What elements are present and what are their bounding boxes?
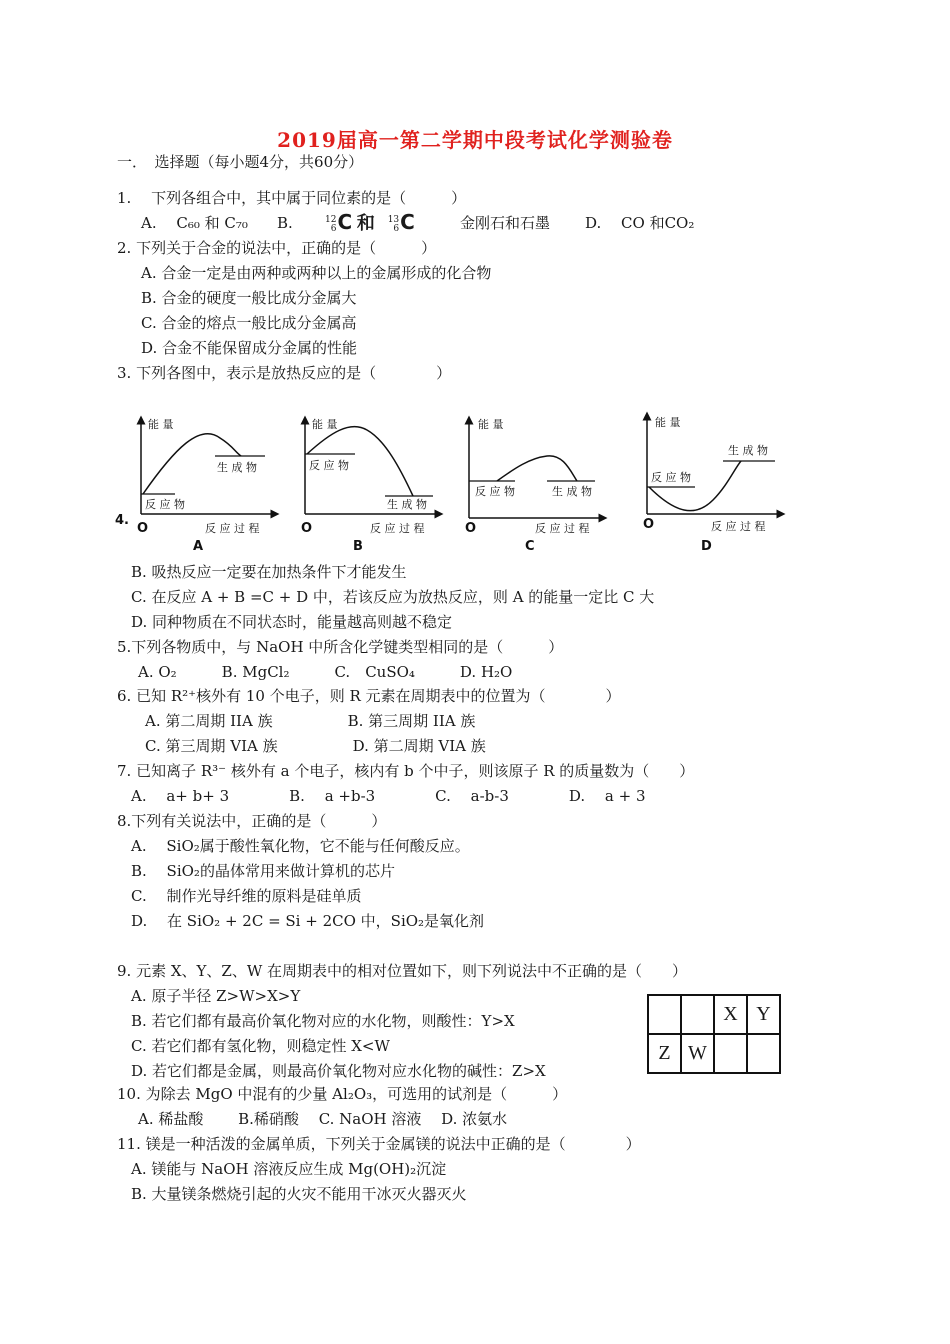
graph-b-energy-label: 能 量 xyxy=(312,418,338,431)
q2-stem: 2. 下列关于合金的说法中，正确的是（ ） xyxy=(117,239,437,257)
page-title: 2019届高一第二学期中段考试化学测验卷 xyxy=(277,128,673,152)
graph-a-energy-label: 能 量 xyxy=(148,418,174,431)
q6-stem: 6. 已知 R²⁺核外有 10 个电子，则 R 元素在周期表中的位置为（ ） xyxy=(117,687,621,705)
table-cell xyxy=(747,1034,780,1073)
table-row xyxy=(648,1034,780,1073)
q10-options: A. 稀盐酸 B.稀硝酸 C. NaOH 溶液 D. 浓氨水 xyxy=(138,1110,508,1128)
q9-option-d: D. 若它们都是金属，则最高价氧化物对应水化物的碱性：Z>X xyxy=(131,1062,546,1080)
q11-option-b: B. 大量镁条燃烧引起的火灾不能用干冰灭火器灭火 xyxy=(131,1185,467,1203)
q10-stem: 10. 为除去 MgO 中混有的少量 Al₂O₃，可选用的试剂是（ ） xyxy=(117,1085,568,1103)
q4-option-d: D. 同种物质在不同状态时，能量越高则越不稳定 xyxy=(131,613,453,631)
q1-option-b-label: B. xyxy=(277,214,293,232)
q6-options-ab: A. 第二周期 IIA 族 B. 第三周期 IIA 族 xyxy=(145,712,476,730)
graph-b-caption: B xyxy=(353,539,363,554)
graph-b-reactant: 反 应 物 xyxy=(309,459,349,472)
q11-stem: 11. 镁是一种活泼的金属单质，下列关于金属镁的说法中正确的是（ ） xyxy=(117,1135,641,1153)
graph-d xyxy=(643,415,781,554)
q8-option-d: D. 在 SiO₂ + 2C = Si + 2CO 中，SiO₂是氧化剂 xyxy=(131,912,485,930)
table-cell: Y xyxy=(747,995,780,1034)
q9-option-b: B. 若它们都有最高价氧化物对应的水化物，则酸性：Y>X xyxy=(131,1012,515,1030)
table-row xyxy=(648,995,780,1034)
q2-option-b: B. 合金的硬度一般比成分金属大 xyxy=(141,289,357,307)
q5-options: A. O₂ B. MgCl₂ C. CuSO₄ D. H₂O xyxy=(138,663,513,681)
q4-option-b: B. 吸热反应一定要在加热条件下才能发生 xyxy=(131,563,407,581)
q7-options: A. a+ b+ 3 B. a +b-3 C. a-b-3 D. a + 3 xyxy=(131,787,646,805)
q8-option-b: B. SiO₂的晶体常用来做计算机的芯片 xyxy=(131,862,395,880)
graph-c-reactant: 反 应 物 xyxy=(475,485,515,498)
q2-option-d: D. 合金不能保留成分金属的性能 xyxy=(141,339,358,357)
q1-option-d: D. CO 和CO₂ xyxy=(585,214,695,232)
table-cell xyxy=(648,995,681,1034)
graph-b-process: 反 应 过 程 xyxy=(370,522,425,535)
table-cell xyxy=(714,1034,747,1073)
isotope-and: 和 xyxy=(356,213,375,234)
q9-option-c: C. 若它们都有氢化物，则稳定性 X<W xyxy=(131,1037,390,1055)
graph-d-origin: O xyxy=(643,517,655,532)
graph-b-product: 生 成 物 xyxy=(387,498,427,511)
q8-option-c: C. 制作光导纤维的原料是硅单质 xyxy=(131,887,362,905)
isotope-2-symbol: C xyxy=(400,210,415,234)
q1-option-a: A. C₆₀ 和 C₇₀ xyxy=(141,214,248,232)
q1-option-c: 金刚石和石墨 xyxy=(460,214,551,232)
graph-c-process: 反 应 过 程 xyxy=(535,522,590,535)
section-heading: 一． 选择题（每小题4分，共60分） xyxy=(117,153,364,171)
graph-a-product: 生 成 物 xyxy=(217,461,257,474)
graph-d-reactant: 反 应 物 xyxy=(651,471,691,484)
energy-diagrams xyxy=(115,408,795,558)
q4-number: 4. xyxy=(115,513,129,528)
graph-d-process: 反 应 过 程 xyxy=(711,520,766,533)
table-cell: X xyxy=(714,995,747,1034)
q11-option-a: A. 镁能与 NaOH 溶液反应生成 Mg(OH)₂沉淀 xyxy=(131,1160,447,1178)
q9-stem: 9. 元素 X、Y、Z、W 在周期表中的相对位置如下，则下列说法中不正确的是（ ） xyxy=(117,962,688,980)
graph-c-energy-label: 能 量 xyxy=(478,418,504,431)
graph-b-origin: O xyxy=(301,521,313,536)
q9-option-a: A. 原子半径 Z>W>X>Y xyxy=(131,987,301,1005)
q8-stem: 8.下列有关说法中，正确的是（ ） xyxy=(117,812,387,830)
graph-c xyxy=(465,417,603,554)
periodic-position-table xyxy=(647,994,781,1074)
table-cell: Z xyxy=(648,1034,681,1073)
graph-a xyxy=(137,417,275,554)
graph-a-reactant: 反 应 物 xyxy=(145,498,185,511)
graph-a-process: 反 应 过 程 xyxy=(205,522,260,535)
graph-c-product: 生 成 物 xyxy=(552,485,592,498)
graph-c-caption: C xyxy=(525,539,535,554)
q2-option-c: C. 合金的熔点一般比成分金属高 xyxy=(141,314,357,332)
q8-option-a: A. SiO₂属于酸性氧化物，它不能与任何酸反应。 xyxy=(131,837,470,855)
q6-options-cd: C. 第三周期 VIA 族 D. 第二周期 VIA 族 xyxy=(145,737,486,755)
graph-a-caption: A xyxy=(193,539,204,554)
q2-option-a: A. 合金一定是由两种或两种以上的金属形成的化合物 xyxy=(141,264,492,282)
graph-b xyxy=(301,417,439,554)
isotope-1-numbers: 12 6 xyxy=(325,215,337,234)
graph-c-origin: O xyxy=(465,521,477,536)
q7-stem: 7. 已知离子 R³⁻ 核外有 a 个电子，核内有 b 个中子，则该原子 R 的质量数为（ ） xyxy=(117,762,695,780)
graph-d-product: 生 成 物 xyxy=(728,444,768,457)
graph-a-origin: O xyxy=(137,521,149,536)
table-cell: W xyxy=(681,1034,714,1073)
q1-option-b-isotopes xyxy=(325,212,415,234)
graph-d-caption: D xyxy=(701,539,712,554)
graph-d-energy-label: 能 量 xyxy=(655,416,681,429)
q3-stem: 3. 下列各图中，表示是放热反应的是（ ） xyxy=(117,364,452,382)
q1-stem: 1. 下列各组合中，其中属于同位素的是（ ） xyxy=(117,189,467,207)
q4-option-c: C. 在反应 A + B =C + D 中，若该反应为放热反应，则 A 的能量一定比 C 大 xyxy=(131,588,655,606)
table-cell xyxy=(681,995,714,1034)
isotope-2-numbers: 13 6 xyxy=(387,215,400,234)
q5-stem: 5.下列各物质中，与 NaOH 中所含化学键类型相同的是（ ） xyxy=(117,638,564,656)
isotope-1-symbol: C xyxy=(337,210,353,234)
